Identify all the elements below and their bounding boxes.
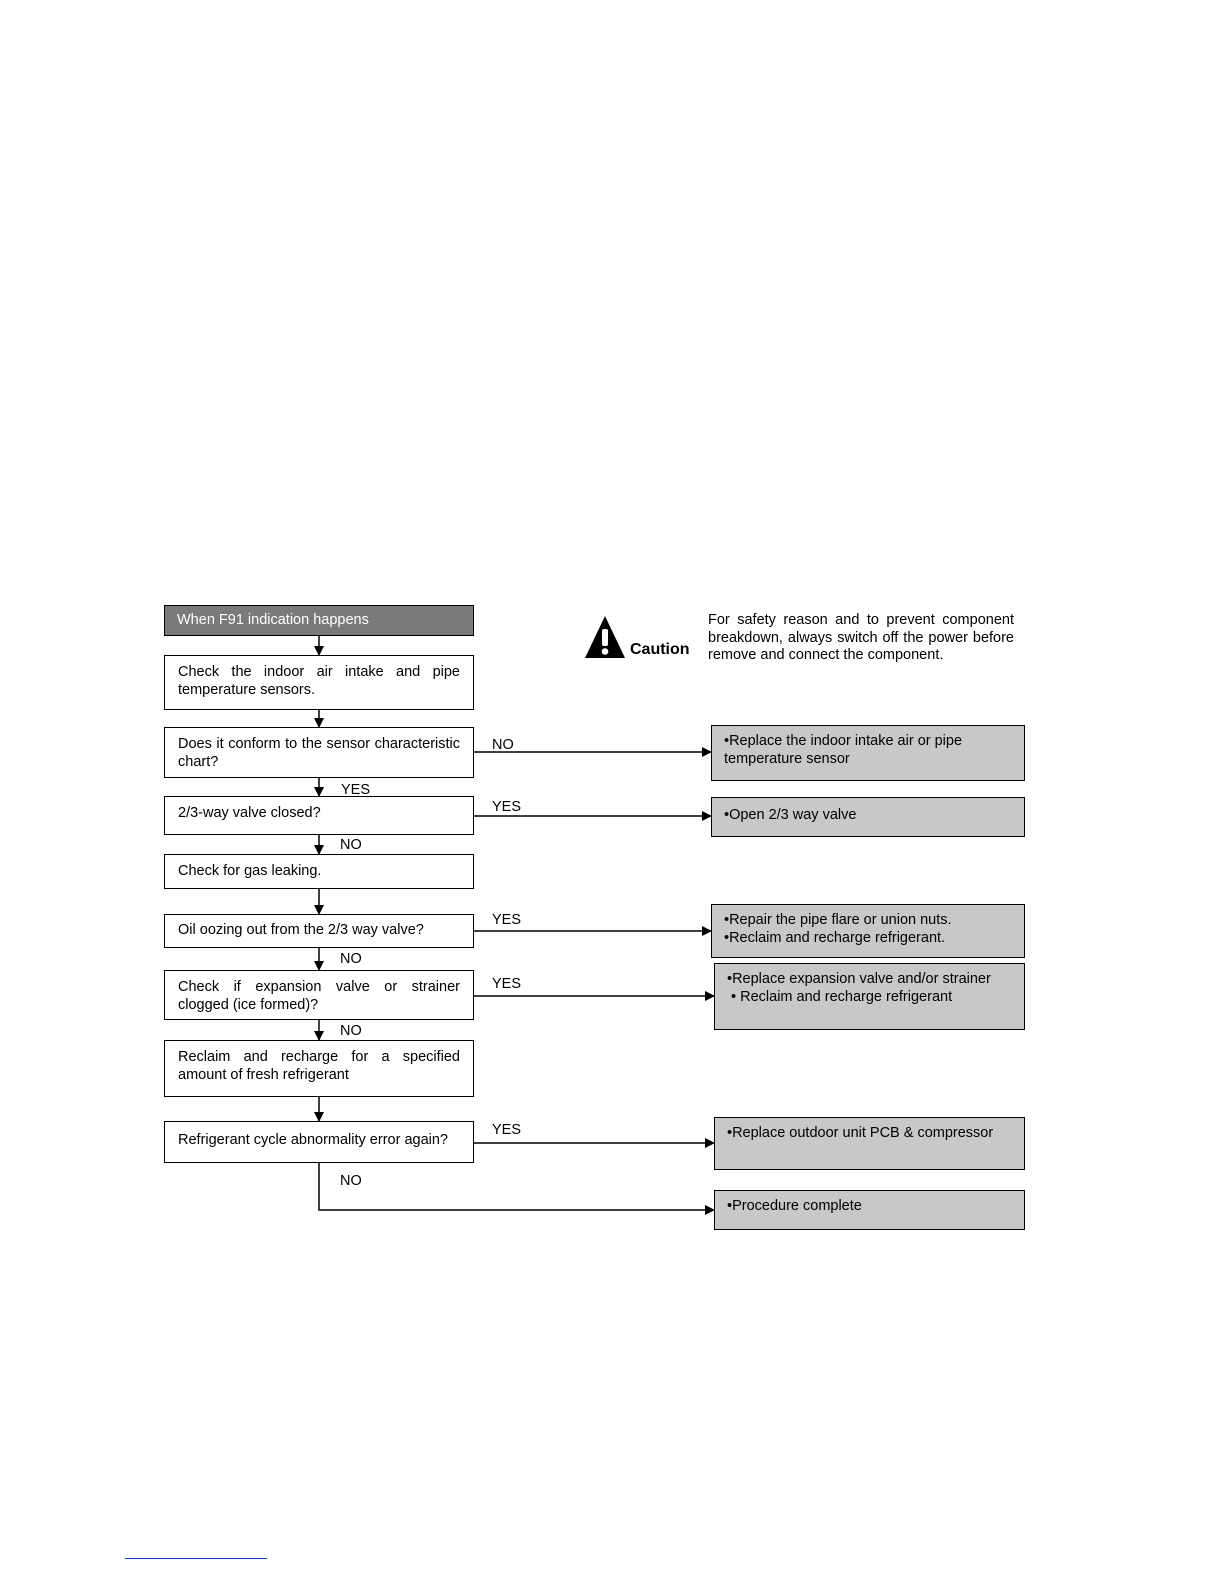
label-step5-yes: YES: [492, 912, 522, 928]
label-step6-no: NO: [340, 1023, 362, 1039]
flow-step-1: [164, 655, 474, 710]
flow-action-1-line-1: •Replace the indoor intake air or pipe: [724, 733, 963, 749]
label-step8-no: NO: [340, 1173, 362, 1189]
flow-action-1: [711, 725, 1025, 781]
flow-step-7: [164, 1040, 474, 1097]
label-step3-no: NO: [340, 837, 362, 853]
flow-step-6: [164, 970, 474, 1020]
flow-action-4: [714, 963, 1025, 1030]
warning-triangle-icon: [584, 614, 626, 660]
flow-start-box: [164, 605, 474, 636]
label-step6-yes: YES: [492, 976, 522, 992]
label-step3-yes: YES: [492, 799, 522, 815]
flow-step-1-text: Check the indoor air intake and pipe temperature sensors.: [178, 664, 460, 698]
flow-step-2-text: Does it conform to the sensor characteristic chart?: [178, 736, 460, 770]
flow-action-6: [714, 1190, 1025, 1230]
flow-step-8: [164, 1121, 474, 1163]
flow-start-label: When F91 indication happens: [177, 612, 369, 628]
flow-step-7-text: Reclaim and recharge for a specified amount of fresh refrigerant: [178, 1049, 460, 1083]
flow-action-3-line-1: •Repair the pipe flare or union nuts.: [724, 912, 952, 928]
footer-rule: [125, 1558, 267, 1559]
flow-action-2-line-1: •Open 2/3 way valve: [724, 807, 857, 823]
flow-step-5: [164, 914, 474, 948]
flow-step-3: [164, 796, 474, 835]
caution-text: For safety reason and to prevent component breakdown, always switch off the power before remove and connect the component.: [708, 612, 1014, 663]
flow-step-4: [164, 854, 474, 889]
label-step5-no: NO: [340, 951, 362, 967]
flow-action-4-line-2: • Reclaim and recharge refrigerant: [727, 989, 953, 1005]
flow-action-3-line-2: •Reclaim and recharge refrigerant.: [724, 930, 946, 946]
flow-step-4-text: Check for gas leaking.: [178, 863, 322, 879]
flow-step-2: [164, 727, 474, 778]
connector-step8-action6: [319, 1163, 714, 1210]
flow-step-6-text: Check if expansion valve or strainer clogged (ice formed)?: [178, 979, 460, 1013]
flow-step-8-text: Refrigerant cycle abnormality error again?: [178, 1132, 448, 1148]
label-step8-yes: YES: [492, 1122, 522, 1138]
flow-step-3-text: 2/3-way valve closed?: [178, 805, 321, 821]
flow-action-5: [714, 1117, 1025, 1170]
flow-action-1-line-2: temperature sensor: [724, 751, 850, 767]
flow-action-4-line-1: •Replace expansion valve and/or strainer: [727, 971, 991, 987]
flow-action-2: [711, 797, 1025, 837]
flow-action-3: [711, 904, 1025, 958]
label-step2-yes: YES: [341, 782, 371, 798]
flow-step-5-text: Oil oozing out from the 2/3 way valve?: [178, 922, 424, 938]
caution-label: Caution: [630, 641, 690, 658]
flow-action-5-line-1: •Replace outdoor unit PCB & compressor: [727, 1125, 994, 1141]
flow-action-6-line-1: •Procedure complete: [727, 1198, 862, 1214]
label-step2-no: NO: [492, 737, 514, 753]
